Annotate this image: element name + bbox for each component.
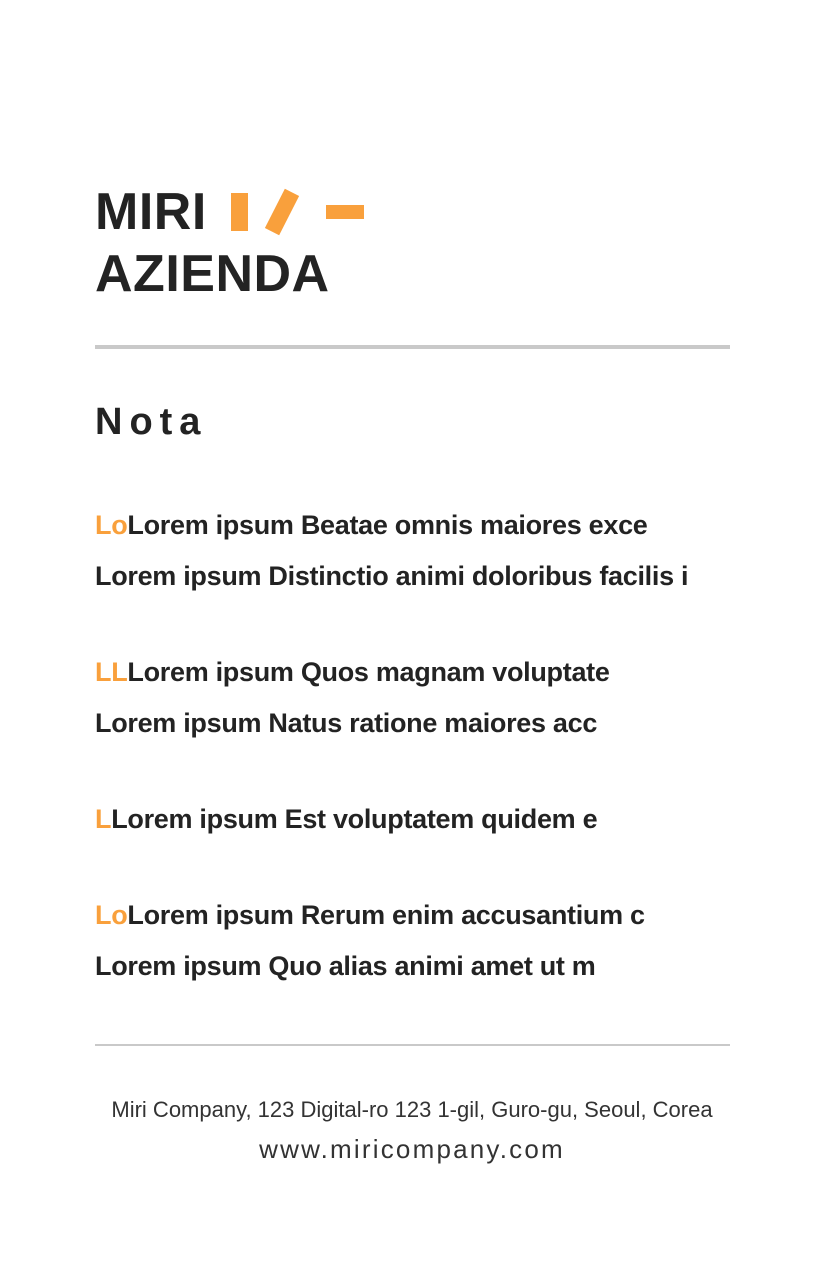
footer-website: www.miricompany.com — [259, 1134, 565, 1164]
note-text-primary: Lorem ipsum Beatae omnis maiores exce — [127, 510, 648, 540]
footer-divider — [95, 1044, 730, 1046]
note-prefix: Lo — [95, 510, 128, 540]
note-line-primary — [95, 500, 755, 551]
footer — [0, 1095, 824, 1167]
note-line-primary — [95, 794, 755, 845]
note-item — [95, 890, 755, 992]
company-logo — [95, 183, 735, 303]
note-line-secondary: Lorem ipsum Distinctio animi doloribus facilis i — [95, 561, 689, 591]
vertical-bar-mark-icon — [231, 193, 248, 231]
note-prefix: L — [95, 804, 112, 834]
note-prefix: LL — [95, 657, 128, 687]
note-text-primary: Lorem ipsum Est voluptatem quidem e — [111, 804, 598, 834]
note-line-primary — [95, 647, 755, 698]
footer-address: Miri Company, 123 Digital-ro 123 1-gil, Guro-gu, Seoul, Corea — [111, 1097, 713, 1122]
note-item — [95, 500, 755, 602]
note-text-primary: Lorem ipsum Rerum enim accusantium c — [127, 900, 645, 930]
section-heading-nota: Nota — [95, 401, 208, 443]
note-text-primary: Lorem ipsum Quos magnam voluptate — [127, 657, 610, 687]
logo-wordmark-line-two: AZIENDA — [95, 245, 330, 303]
note-line-primary — [95, 890, 755, 941]
note-prefix: Lo — [95, 900, 128, 930]
diagonal-slash-mark-icon — [265, 189, 299, 235]
note-line-secondary: Lorem ipsum Quo alias animi amet ut m — [95, 951, 596, 981]
notes-list — [95, 500, 755, 992]
logo-wordmark-line-one: MIRI — [95, 183, 207, 241]
note-item — [95, 647, 755, 749]
note-item — [95, 794, 755, 845]
header-divider — [95, 345, 730, 349]
logo-mark-group — [231, 186, 364, 238]
note-line-secondary: Lorem ipsum Natus ratione maiores acc — [95, 708, 598, 738]
logo-line-one-row — [95, 183, 735, 241]
horizontal-dash-mark-icon — [326, 205, 364, 219]
